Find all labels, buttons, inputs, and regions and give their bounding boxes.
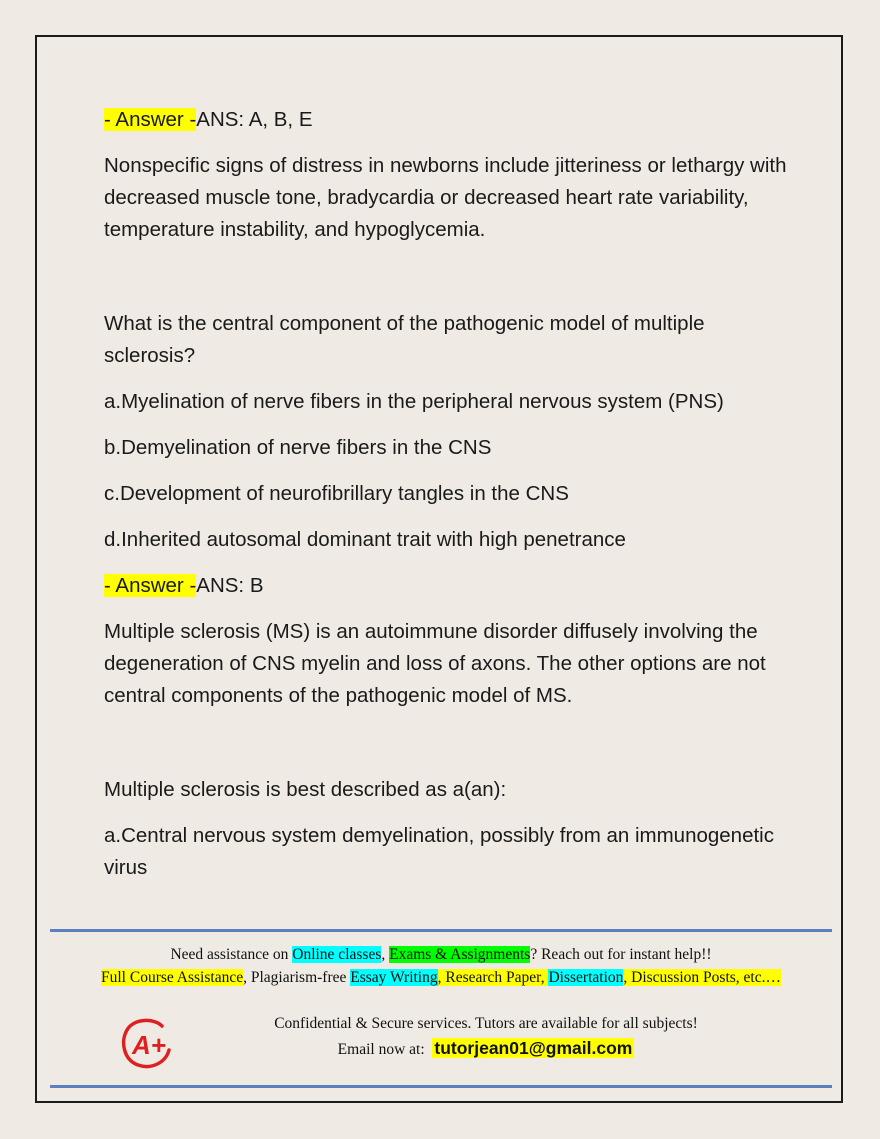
footer-text: Need assistance on <box>170 946 293 963</box>
footer-bottom-rule <box>50 1085 832 1088</box>
document-body <box>104 104 794 884</box>
logo-text: A+ <box>132 1030 166 1060</box>
footer-text: ? Reach out for instant help!! <box>530 946 712 963</box>
dissertation-highlight: Dissertation <box>548 969 624 986</box>
footer-email-line <box>95 1038 877 1060</box>
full-course-highlight: Full Course Assistance <box>101 969 244 986</box>
research-paper-highlight: , Research Paper, <box>437 969 549 986</box>
email-label: Email now at: <box>337 1041 425 1058</box>
answer-label: - Answer - <box>104 108 197 131</box>
answer-value: ANS: B <box>196 574 264 597</box>
footer-line-3: Confidential & Secure services. Tutors are available for all subjects! <box>274 1015 698 1032</box>
online-classes-highlight: Online classes <box>292 946 382 963</box>
question-3: Multiple sclerosis is best described as a(an): <box>104 778 507 801</box>
option-a: a.Myelination of nerve fibers in the peripheral nervous system (PNS) <box>104 390 724 413</box>
question-2: What is the central component of the pathogenic model of multiple sclerosis? <box>104 312 705 367</box>
footer-text: , <box>381 946 390 963</box>
footer-text: , Plagiarism-free <box>243 969 351 986</box>
answer-label: - Answer - <box>104 574 197 597</box>
footer-line-2 <box>50 968 832 988</box>
footer-top-rule <box>50 929 832 932</box>
exams-highlight: Exams & Assignments <box>389 946 531 963</box>
rationale-2: Multiple sclerosis (MS) is an autoimmune disorder diffusely involving the degeneration of CNS myelin and loss of axons. The other options are not central components of the pathogenic model of MS. <box>104 620 766 707</box>
footer-line-1 <box>50 945 832 965</box>
answer-line-2 <box>104 570 794 602</box>
discussion-posts-highlight: , Discussion Posts, etc.… <box>623 969 781 986</box>
answer-value: ANS: A, B, E <box>196 108 313 131</box>
option-a: a.Central nervous system demyelination, possibly from an immunogenetic virus <box>104 824 774 879</box>
rationale-1: Nonspecific signs of distress in newborns include jitteriness or lethargy with decreased muscle tone, bradycardia or decreased heart rate variability, temperature instability, and hypoglycemia. <box>104 154 787 241</box>
essay-writing-highlight: Essay Writing <box>350 969 438 986</box>
email-link[interactable]: tutorjean01@gmail.com <box>434 1038 633 1058</box>
option-c: c.Development of neurofibrillary tangles in the CNS <box>104 482 569 505</box>
answer-line-1 <box>104 104 794 136</box>
option-b: b.Demyelination of nerve fibers in the CNS <box>104 436 492 459</box>
option-d: d.Inherited autosomal dominant trait with high penetrance <box>104 528 626 551</box>
